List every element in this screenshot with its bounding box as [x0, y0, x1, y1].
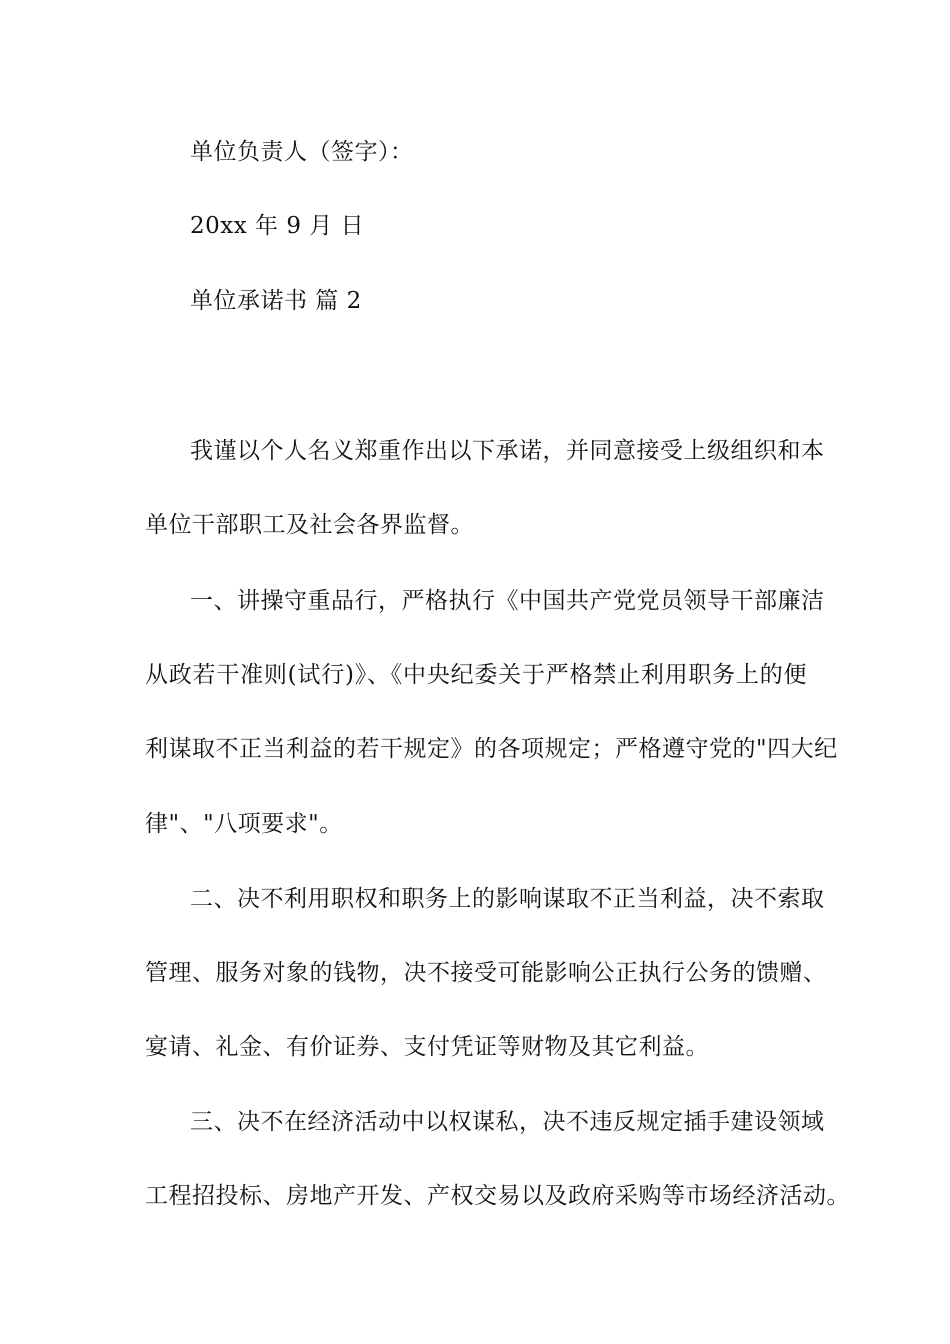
paragraph-1-line-2: 单位干部职工及社会各界监督。: [145, 512, 474, 538]
signature-label: 单位负责人（签字）：: [190, 139, 414, 165]
paragraph-1-line-1: 我谨以个人名义郑重作出以下承诺，并同意接受上级组织和本: [190, 438, 825, 464]
paragraph-4-line-2: 工程招投标、房地产开发、产权交易以及政府采购等市场经济活动。: [145, 1183, 850, 1209]
paragraph-2-line-4: 律"、"八项要求"。: [145, 811, 343, 837]
date-line: 20xx 年 9 月 日: [190, 213, 365, 239]
paragraph-4-line-1: 三、决不在经济活动中以权谋私，决不违反规定插手建设领域: [190, 1109, 825, 1135]
section-title: 单位承诺书 篇 2: [190, 288, 362, 314]
paragraph-3-line-3: 宴请、礼金、有价证券、支付凭证等财物及其它利益。: [145, 1034, 709, 1060]
paragraph-2-line-3: 利谋取不正当利益的若干规定》的各项规定；严格遵守党的"四大纪: [145, 736, 838, 762]
paragraph-2-line-2: 从政若干准则(试行)》、《中央纪委关于严格禁止利用职务上的便: [145, 662, 807, 688]
paragraph-2-line-1: 一、讲操守重品行，严格执行《中国共产党党员领导干部廉洁: [190, 588, 825, 614]
paragraph-3-line-2: 管理、服务对象的钱物，决不接受可能影响公正执行公务的馈赠、: [145, 960, 827, 986]
paragraph-3-line-1: 二、决不利用职权和职务上的影响谋取不正当利益，决不索取: [190, 886, 825, 912]
